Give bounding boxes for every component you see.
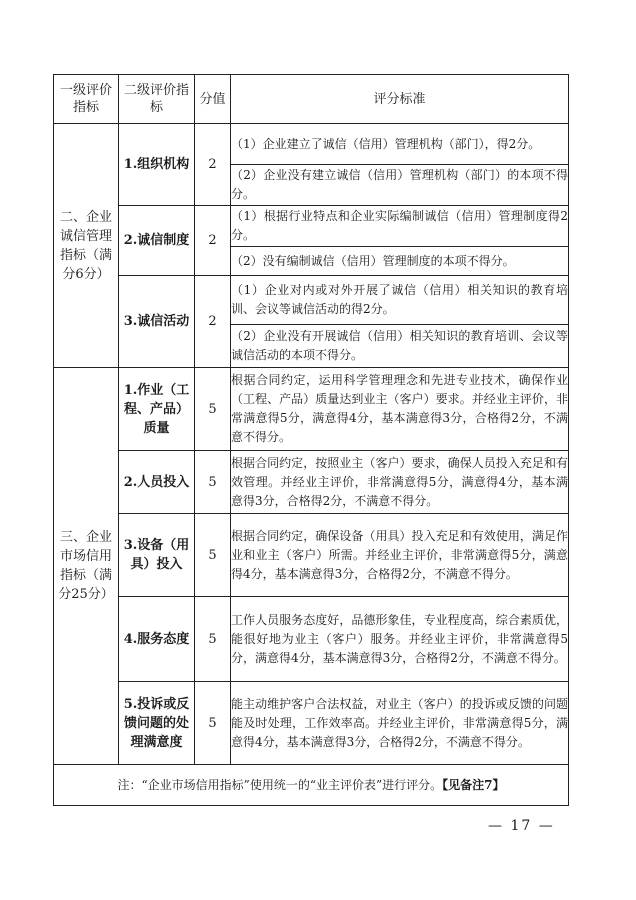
note-row [54,765,569,806]
header-score: 分值 [195,75,231,124]
header-criteria: 评分标准 [231,75,569,124]
item-score: 2 [195,206,231,276]
note-text: 注：“企业市场信用指标”使用统一的“业主评价表”进行评分。 [117,778,443,792]
header-level2: 二级评价指标 [119,75,195,124]
table-row [54,206,569,247]
page-number: — 17 — [488,818,555,834]
item-score: 5 [195,451,231,514]
criteria-text: （2）企业没有开展诚信（信用）相关知识的教育培训、会议等诚信活动的本项不得分。 [231,325,569,368]
item-score: 5 [195,514,231,597]
table-row [54,451,569,514]
criteria-text: （1）根据行业特点和企业实际编制诚信（信用）管理制度得2分。 [231,206,569,247]
group-name-market-credit: 三、企业市场信用指标（满分25分） [54,368,119,765]
table-row [54,276,569,325]
criteria-text: （2）没有编制诚信（信用）管理制度的本项不得分。 [231,247,569,276]
criteria-text: （2）企业没有建立诚信（信用）管理机构（部门）的本项不得分。 [231,165,569,206]
evaluation-table [53,74,569,806]
item-name-integrity-activity: 3.诚信活动 [119,276,195,368]
header-level1: 一级评价指标 [54,75,119,124]
item-name-organization: 1.组织机构 [119,124,195,206]
criteria-text: （1）企业建立了诚信（信用）管理机构（部门），得2分。 [231,124,569,165]
table-header-row [54,75,569,124]
criteria-text: 根据合同约定，确保设备（用具）投入充足和有效使用，满足作业和业主（客户）所需。并经业主评价，非常满意得5分，满意得4分，基本满意得3分，合格得2分，不满意不得分。 [231,514,569,597]
item-name-service-attitude: 4.服务态度 [119,597,195,682]
item-name-integrity-system: 2.诚信制度 [119,206,195,276]
item-name-quality: 1.作业（工程、产品）质量 [119,368,195,451]
table-row [54,514,569,597]
table-note [54,765,569,806]
criteria-text: 能主动维护客户合法权益，对业主（客户）的投诉或反馈的问题能及时处理，工作效率高。并经业主评价，非常满意得5分，满意得4分，基本满意得3分，合格得2分，不满意不得分。 [231,682,569,765]
item-score: 5 [195,368,231,451]
item-score: 2 [195,124,231,206]
table-row [54,597,569,682]
item-name-complaint-handling: 5.投诉或反馈问题的处理满意度 [119,682,195,765]
item-score: 5 [195,682,231,765]
item-name-equipment-input: 3.设备（用具）投入 [119,514,195,597]
item-name-staff-input: 2.人员投入 [119,451,195,514]
note-reference: 【见备注7】 [442,778,505,792]
table-row [54,124,569,165]
group-name-integrity-management: 二、企业诚信管理指标（满分6分） [54,124,119,368]
criteria-text: 根据合同约定，运用科学管理理念和先进专业技术，确保作业（工程、产品）质量达到业主（客户）要求。并经业主评价，非常满意得5分，满意得4分，基本满意得3分，合格得2分，不满意不得分。 [231,368,569,451]
criteria-text: 根据合同约定，按照业主（客户）要求，确保人员投入充足和有效管理。并经业主评价，非常满意得5分，满意得4分，基本满意得3分，合格得2分，不满意不得分。 [231,451,569,514]
table-row [54,682,569,765]
criteria-text: 工作人员服务态度好，品德形象佳，专业程度高，综合素质优，能很好地为业主（客户）服务。并经业主评价，非常满意得5分，满意得4分，基本满意得3分，合格得2分，不满意不得分。 [231,597,569,682]
item-score: 2 [195,276,231,368]
table-row [54,368,569,451]
item-score: 5 [195,597,231,682]
criteria-text: （1）企业对内或对外开展了诚信（信用）相关知识的教育培训、会议等诚信活动的得2分。 [231,276,569,325]
